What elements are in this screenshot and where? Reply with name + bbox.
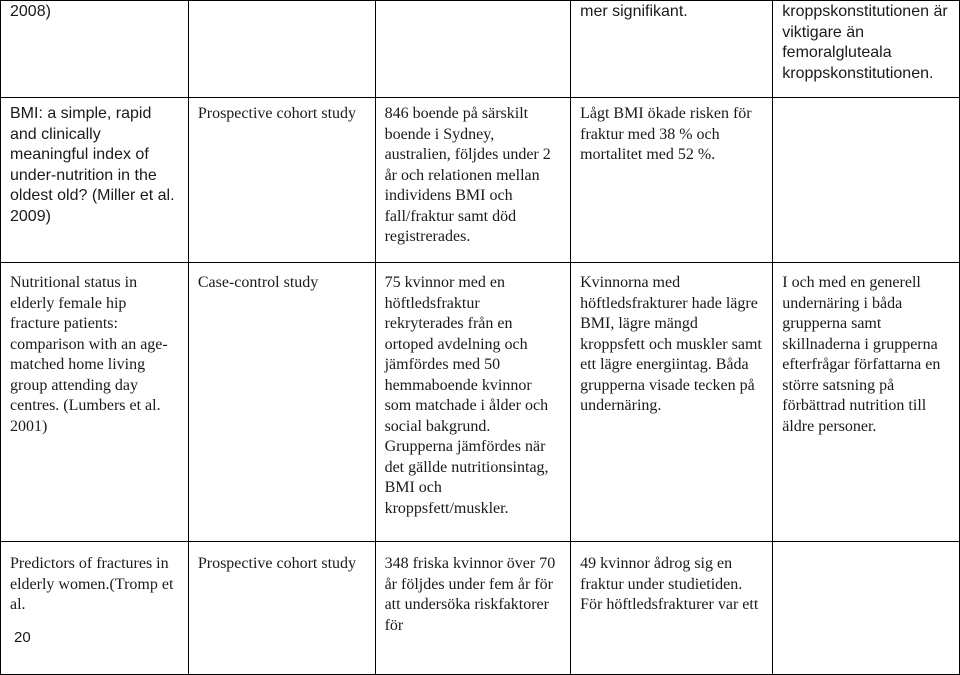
study-design-cell: Prospective cohort study — [188, 542, 375, 675]
table-row — [1, 263, 960, 542]
study-design-cell — [188, 1, 375, 98]
study-conclusion-cell: kroppskonstitutionen är viktigare än femoralgluteala kroppskonstitutionen. — [773, 1, 960, 98]
study-result-cell: Lågt BMI ökade risken för fraktur med 38 % och mortalitet med 52 %. — [571, 98, 773, 263]
study-result-cell: Kvinnorna med höftledsfrakturer hade lägre BMI, lägre mängd kroppsfett och muskler samt ett lägre energiintag. Båda grupperna visade tecken på undernäring. — [571, 263, 773, 542]
study-conclusion-cell — [773, 542, 960, 675]
study-title-cell: Nutritional status in elderly female hip fracture patients: comparison with an age-matched home living group attending day centres. (Lumbers et al. 2001) — [1, 263, 189, 542]
table-row — [1, 542, 960, 675]
study-method-cell: 75 kvinnor med en höftledsfraktur rekryterades från en ortoped avdelning och jämfördes med 50 hemmaboende kvinnor som matchade i ålder och social bakgrund. Grupperna jämfördes när det gällde nutritionsintag, BMI och kroppsfett/muskler. — [375, 263, 571, 542]
study-design-cell: Case-control study — [188, 263, 375, 542]
page-number: 20 — [14, 629, 31, 646]
study-result-cell: 49 kvinnor ådrog sig en fraktur under studietiden. För höftledsfrakturer var ett — [571, 542, 773, 675]
study-result-cell: mer signifikant. — [571, 1, 773, 98]
study-conclusion-cell — [773, 98, 960, 263]
study-title-cell: Predictors of fractures in elderly women.(Tromp et al. — [1, 542, 189, 675]
study-title-cell: 2008) — [1, 1, 189, 98]
table-row — [1, 98, 960, 263]
study-design-cell: Prospective cohort study — [188, 98, 375, 263]
study-method-cell: 348 friska kvinnor över 70 år följdes under fem år för att undersöka riskfaktorer för — [375, 542, 571, 675]
study-conclusion-cell: I och med en generell undernäring i båda grupperna samt skillnaderna i grupperna efterfrågar författarna en större satsning på förbättrad nutrition till äldre personer. — [773, 263, 960, 542]
study-title-cell: BMI: a simple, rapid and clinically meaningful index of under-nutrition in the oldest old? (Miller et al. 2009) — [1, 98, 189, 263]
table-row — [1, 1, 960, 98]
study-method-cell: 846 boende på särskilt boende i Sydney, australien, följdes under 2 år och relationen mellan individens BMI och fall/fraktur samt död registrerades. — [375, 98, 571, 263]
study-method-cell — [375, 1, 571, 98]
